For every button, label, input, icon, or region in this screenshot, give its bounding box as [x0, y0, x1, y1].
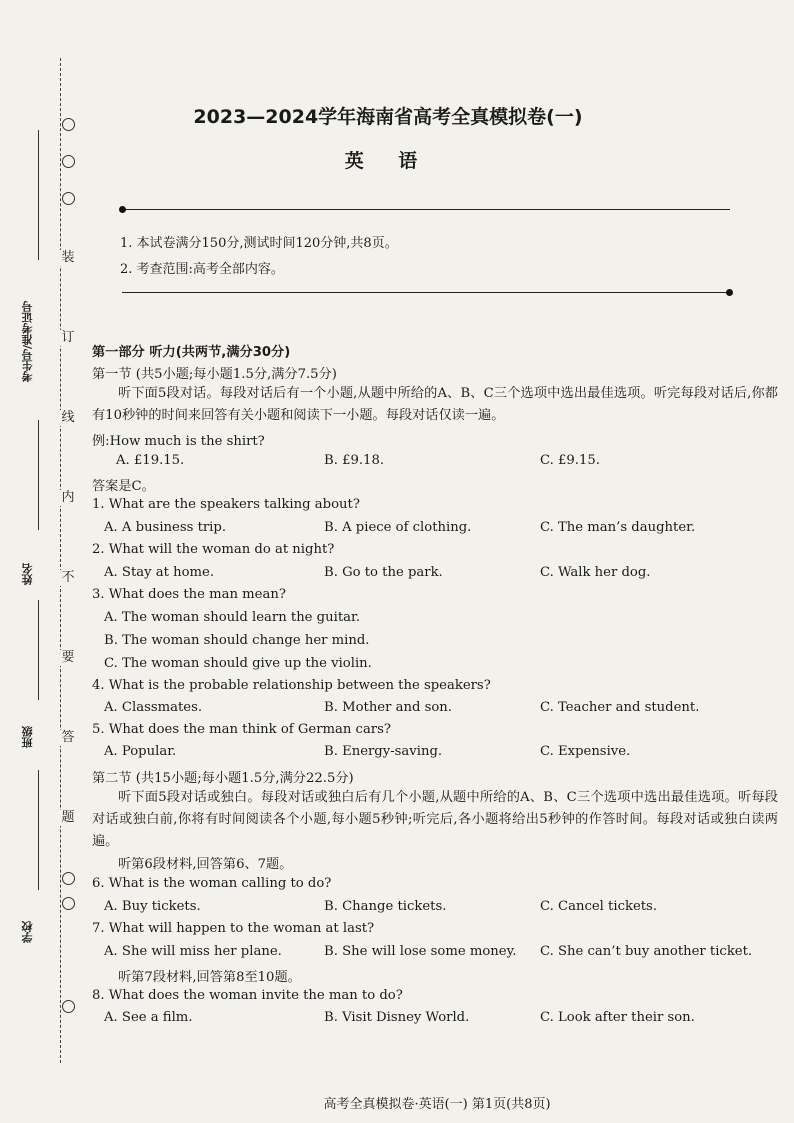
answer-option: C. Walk her dog. — [540, 565, 651, 580]
seal-char: 题 — [61, 810, 75, 825]
name-label: 姓名 — [21, 563, 34, 585]
binding-hole-icon — [62, 118, 75, 131]
answer-option: B. Energy-saving. — [324, 744, 443, 759]
question: 3. What does the man mean? — [92, 587, 286, 602]
class-label: 班级 — [21, 726, 34, 748]
notice-item: 2. 考查范围:高考全部内容。 — [120, 262, 284, 277]
answer-option: C. Expensive. — [540, 744, 631, 759]
example-option: A. £19.15. — [116, 453, 185, 468]
answer-option: B. Change tickets. — [324, 899, 447, 914]
seal-char: 订 — [61, 330, 75, 345]
answer-option: A. A business trip. — [104, 520, 227, 535]
binding-hole-icon — [62, 155, 75, 168]
example-question: 例:How much is the shirt? — [92, 434, 265, 449]
section2-heading: 第二节 (共15小题;每小题1.5分,满分22.5分) — [92, 771, 354, 786]
material-note: 听第6段材料,回答第6、7题。 — [118, 857, 293, 872]
answer-option: B. Go to the park. — [324, 565, 443, 580]
school-line — [38, 770, 39, 890]
section1-instructions: 听下面5段对话。每段对话后有一个小题,从题中所给的A、B、C三个选项中选出最佳选项。听完每段对话后,你都有10秒钟的时间来回答有关小题和阅读下一小题。每段对话仅读一遍。 — [92, 386, 778, 423]
example-option: C. £9.15. — [540, 453, 600, 468]
answer-option: A. Buy tickets. — [104, 899, 201, 914]
answer-option: B. Mother and son. — [324, 700, 452, 715]
section1-heading: 第一节 (共5小题;每小题1.5分,满分7.5分) — [92, 367, 337, 382]
class-line — [38, 600, 39, 700]
answer-option: A. Classmates. — [104, 700, 203, 715]
material-note: 听第7段材料,回答第8至10题。 — [118, 970, 301, 985]
example-answer: 答案是C。 — [92, 479, 155, 494]
page-footer: 高考全真模拟卷·英语(一) 第1页(共8页) — [323, 1097, 551, 1112]
answer-option: C. Cancel tickets. — [540, 899, 658, 914]
school-label: 学校 — [21, 921, 34, 943]
binding-hole-icon — [62, 872, 75, 885]
answer-option: C. The man’s daughter. — [540, 520, 696, 535]
cut-line — [60, 58, 61, 1063]
question: 7. What will happen to the woman at last? — [92, 921, 375, 936]
question: 6. What is the woman calling to do? — [92, 876, 332, 891]
answer-option: C. Teacher and student. — [540, 700, 700, 715]
answer-option: B. She will lose some money. — [324, 944, 517, 959]
exam-id-line — [38, 130, 39, 260]
binding-hole-icon — [62, 192, 75, 205]
seal-char: 答 — [61, 730, 75, 745]
section2-instructions: 听下面5段对话或独白。每段对话或独白后有几个小题,从题中所给的A、B、C三个选项中选出最佳选项。听每段对话或独白前,你将有时间阅读各个小题,每小题5秒钟;听完后,各小题将给出5秒钟的作答时间。每段对话或独白读两遍。 — [92, 790, 778, 849]
binding-hole-icon — [62, 1000, 75, 1013]
answer-option: A. She will miss her plane. — [104, 944, 282, 959]
top-rule — [122, 209, 730, 210]
question: 1. What are the speakers talking about? — [92, 497, 360, 512]
seal-char: 线 — [61, 410, 75, 425]
subject-title: 英 语 — [344, 150, 432, 172]
answer-option: A. See a film. — [104, 1010, 193, 1025]
exam-id-label: 考生号/准考证号 — [21, 300, 34, 382]
seal-char: 不 — [61, 570, 75, 585]
rule-dot-icon — [119, 206, 126, 213]
answer-option: B. The woman should change her mind. — [104, 633, 370, 648]
exam-page — [88, 0, 786, 1123]
question: 4. What is the probable relationship between the speakers? — [92, 678, 491, 693]
bottom-rule — [122, 292, 730, 293]
name-line — [38, 420, 39, 530]
notice-item: 1. 本试卷满分150分,测试时间120分钟,共8页。 — [120, 236, 398, 251]
answer-option: B. Visit Disney World. — [324, 1010, 470, 1025]
answer-option: C. The woman should give up the violin. — [104, 656, 372, 671]
exam-title: 2023—2024学年海南省高考全真模拟卷(一) — [193, 106, 583, 128]
example-option: B. £9.18. — [324, 453, 385, 468]
question: 8. What does the woman invite the man to do? — [92, 988, 403, 1003]
question: 2. What will the woman do at night? — [92, 542, 335, 557]
answer-option: A. The woman should learn the guitar. — [104, 610, 361, 625]
binding-hole-icon — [62, 897, 75, 910]
seal-char: 内 — [61, 490, 75, 505]
answer-option: B. A piece of clothing. — [324, 520, 472, 535]
answer-option: C. She can’t buy another ticket. — [540, 944, 753, 959]
answer-option: A. Stay at home. — [104, 565, 215, 580]
part1-heading: 第一部分 听力(共两节,满分30分) — [92, 345, 291, 360]
binding-margin — [0, 0, 86, 1123]
question: 5. What does the man think of German cars? — [92, 722, 391, 737]
rule-dot-icon — [726, 289, 733, 296]
seal-char: 装 — [61, 250, 75, 265]
seal-char: 要 — [61, 650, 75, 665]
answer-option: C. Look after their son. — [540, 1010, 695, 1025]
answer-option: A. Popular. — [104, 744, 177, 759]
